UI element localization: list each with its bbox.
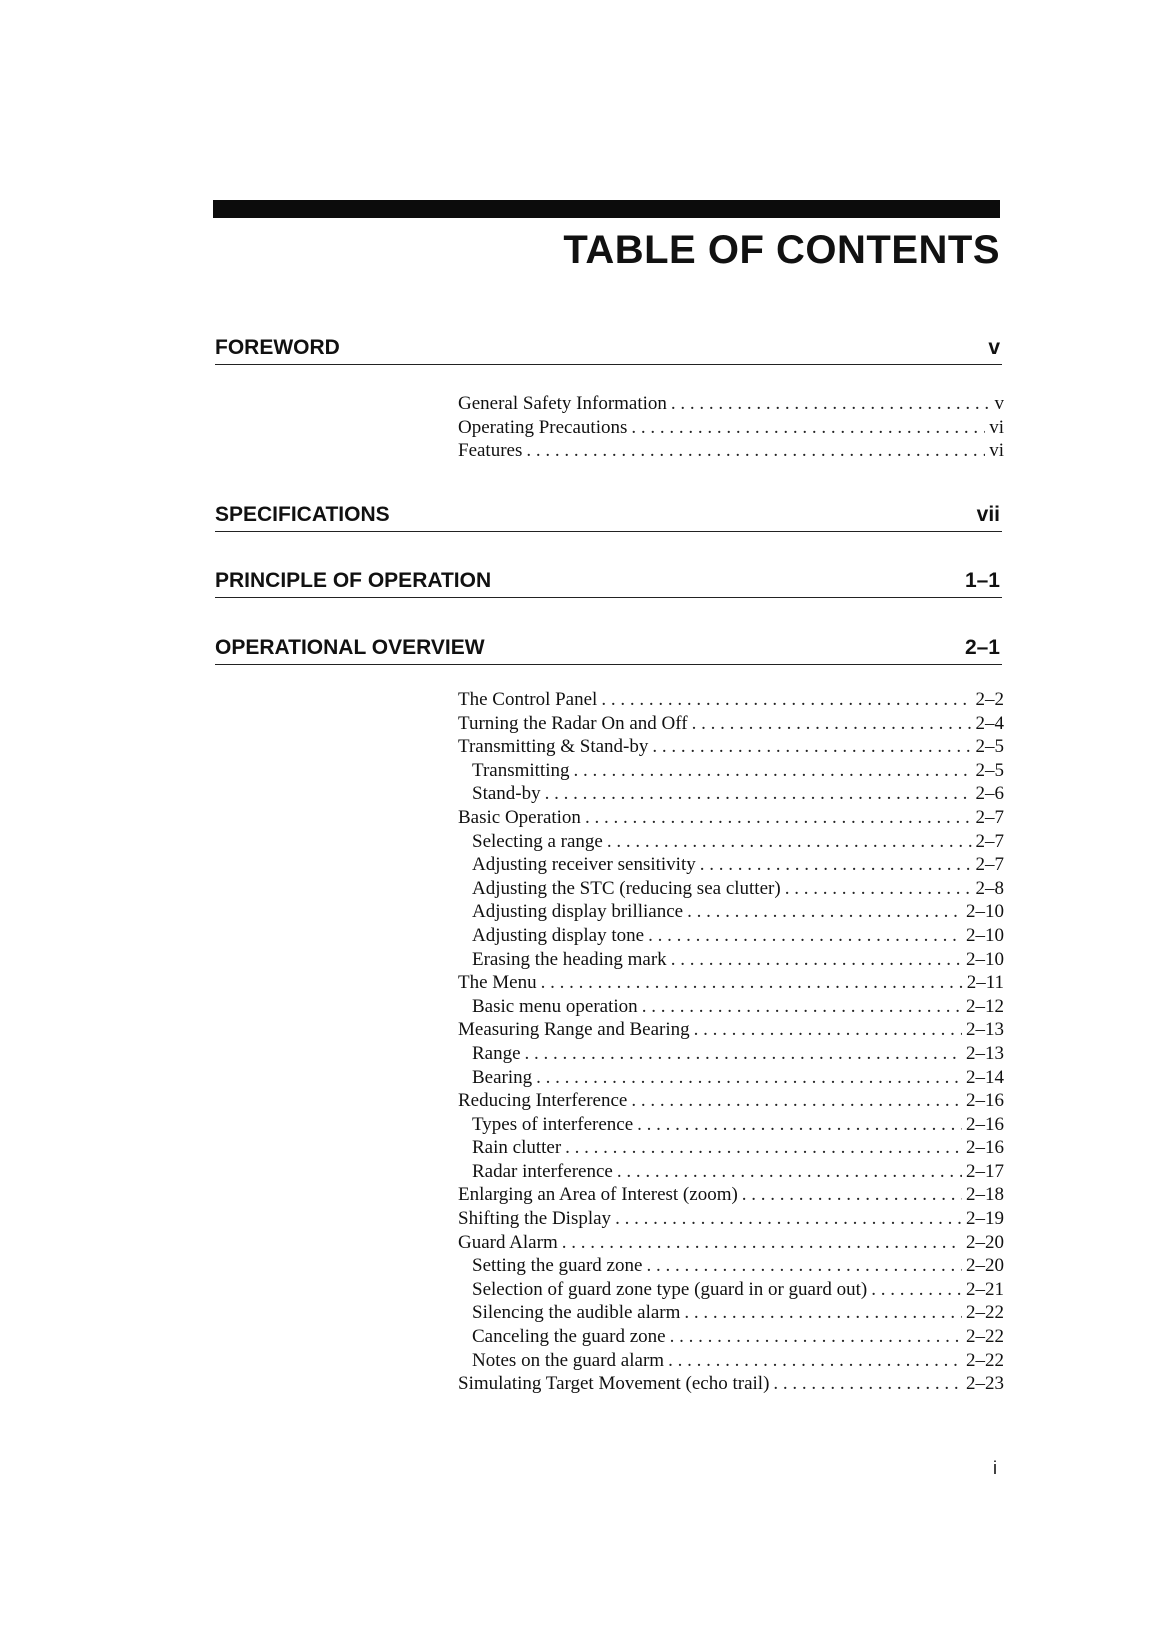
entry-label: The Control Panel [458, 689, 598, 710]
toc-entry[interactable] [458, 948, 1004, 972]
entry-page: 2–10 [966, 948, 1004, 970]
dot-leader [742, 1183, 962, 1207]
toc-entry[interactable] [458, 1136, 1004, 1160]
toc-entry[interactable] [458, 712, 1004, 736]
entry-page: 2–12 [966, 995, 1004, 1017]
toc-entry[interactable] [458, 1207, 1004, 1231]
entry-page: 2–8 [975, 877, 1004, 899]
dot-leader [607, 830, 972, 854]
entry-label: The Menu [458, 972, 537, 994]
toc-entry[interactable] [458, 735, 1004, 759]
entry-label: Enlarging an Area of Interest (zoom) [458, 1184, 738, 1206]
toc-entry[interactable] [458, 782, 1004, 806]
entry-label: Erasing the heading mark [472, 948, 667, 970]
dot-leader [615, 1207, 962, 1231]
entry-page: 2–16 [966, 1137, 1004, 1159]
section-heading-specifications[interactable] [215, 497, 1002, 532]
entry-page: 2–11 [966, 972, 1004, 994]
dot-leader [684, 1301, 962, 1325]
entry-page: 2–4 [975, 712, 1004, 734]
entry-label: Simulating Target Movement (echo trail) [458, 1373, 770, 1395]
entry-label: Adjusting display tone [472, 924, 645, 946]
entry-label: Radar interference [472, 1160, 613, 1182]
section-page: v [988, 336, 1000, 359]
dot-leader [562, 1231, 962, 1255]
entry-page: 2–18 [966, 1184, 1004, 1206]
entry-label: Selection of guard zone type (guard in or guard out) [472, 1278, 868, 1300]
dot-leader [668, 1349, 962, 1373]
entry-page: 2–16 [966, 1090, 1004, 1112]
dot-leader [631, 416, 985, 440]
entry-label: Rain clutter [472, 1137, 562, 1159]
entry-label: Guard Alarm [458, 1231, 558, 1253]
entry-page: v [994, 393, 1004, 414]
dot-leader [671, 392, 991, 416]
toc-entry[interactable] [458, 995, 1004, 1019]
section-title: PRINCIPLE OF OPERATION [215, 569, 492, 592]
entry-label: Turning the Radar On and Off [458, 712, 688, 734]
entry-label: Basic Operation [458, 806, 581, 828]
section-title: FOREWORD [215, 336, 340, 359]
operational-overview-entries [458, 688, 1004, 1396]
section-heading-operational-overview[interactable] [215, 630, 1002, 665]
toc-entry[interactable] [458, 1160, 1004, 1184]
dot-leader [773, 1372, 962, 1396]
entry-label: Types of interference [472, 1113, 634, 1135]
dot-leader [670, 1325, 962, 1349]
toc-entry[interactable] [458, 1278, 1004, 1302]
section-page: vii [976, 503, 1000, 526]
dot-leader [545, 782, 972, 806]
dot-leader [687, 900, 962, 924]
entry-page: 2–6 [975, 783, 1004, 805]
toc-entry[interactable] [458, 853, 1004, 877]
dot-leader [694, 1018, 962, 1042]
entry-page: 2–14 [966, 1066, 1004, 1088]
dot-leader [541, 971, 963, 995]
foreword-entries [458, 392, 1004, 463]
entry-page: 2–22 [966, 1349, 1004, 1371]
entry-page: 2–19 [966, 1208, 1004, 1230]
entry-label: Adjusting display brilliance [472, 901, 684, 923]
entry-page: 2–22 [966, 1302, 1004, 1324]
entry-page: 2–2 [975, 689, 1004, 710]
toc-entry[interactable] [458, 877, 1004, 901]
toc-entry[interactable] [458, 1066, 1004, 1090]
entry-label: Selecting a range [472, 830, 603, 852]
section-page: 2–1 [964, 636, 1000, 659]
toc-entry[interactable] [458, 1325, 1004, 1349]
toc-entry[interactable] [458, 1089, 1004, 1113]
entry-label: Adjusting receiver sensitivity [472, 854, 696, 876]
entry-page: 2–22 [966, 1326, 1004, 1348]
toc-entry[interactable] [458, 971, 1004, 995]
toc-entry[interactable] [458, 439, 1004, 463]
dot-leader [585, 806, 972, 830]
dot-leader [871, 1278, 962, 1302]
entry-label: Setting the guard zone [472, 1255, 643, 1277]
entry-label: Reducing Interference [458, 1090, 628, 1112]
page-title: TABLE OF CONTENTS [563, 228, 1000, 272]
dot-leader [646, 1254, 962, 1278]
toc-entry[interactable] [458, 806, 1004, 830]
entry-label: Operating Precautions [458, 416, 628, 438]
toc-entry[interactable] [458, 688, 1004, 712]
entry-label: Stand-by [472, 783, 541, 805]
toc-entry[interactable] [458, 1042, 1004, 1066]
dot-leader [785, 877, 972, 901]
dot-leader [637, 1113, 962, 1137]
entry-label: General Safety Information [458, 393, 667, 414]
toc-entry[interactable] [458, 830, 1004, 854]
toc-entry[interactable] [458, 1231, 1004, 1255]
dot-leader [565, 1136, 962, 1160]
entry-page: vi [989, 416, 1004, 438]
entry-label: Adjusting the STC (reducing sea clutter) [472, 877, 781, 899]
toc-entry[interactable] [458, 1254, 1004, 1278]
entry-page: 2–20 [966, 1231, 1004, 1253]
entry-label: Notes on the guard alarm [472, 1349, 665, 1371]
section-page: 1–1 [964, 569, 1000, 592]
toc-entry[interactable] [458, 1372, 1004, 1396]
dot-leader [601, 688, 971, 712]
dot-leader [642, 995, 962, 1019]
dot-leader [525, 1042, 962, 1066]
entry-label: Bearing [472, 1066, 533, 1088]
section-heading-principle-of-operation[interactable] [215, 563, 1002, 598]
toc-entry[interactable] [458, 1183, 1004, 1207]
entry-page: 2–10 [966, 901, 1004, 923]
dot-leader [536, 1066, 962, 1090]
entry-page: 2–17 [966, 1160, 1004, 1182]
toc-entry[interactable] [458, 759, 1004, 783]
entry-page: 2–20 [966, 1255, 1004, 1277]
entry-page: 2–23 [966, 1373, 1004, 1395]
dot-leader [648, 924, 962, 948]
entry-label: Shifting the Display [458, 1208, 612, 1230]
entry-page: 2–7 [975, 806, 1004, 828]
entry-label: Basic menu operation [472, 995, 638, 1017]
dot-leader [692, 712, 972, 736]
entry-page: 2–7 [975, 854, 1004, 876]
toc-entry[interactable] [458, 1349, 1004, 1373]
entry-page: 2–21 [966, 1278, 1004, 1300]
section-heading-foreword[interactable] [215, 330, 1002, 365]
entry-page: 2–5 [975, 736, 1004, 758]
entry-label: Measuring Range and Bearing [458, 1019, 690, 1041]
title-rule [213, 200, 1000, 218]
entry-page: 2–10 [966, 924, 1004, 946]
toc-entry[interactable] [458, 1113, 1004, 1137]
entry-page: 2–5 [975, 759, 1004, 781]
entry-label: Range [472, 1042, 521, 1064]
toc-entry[interactable] [458, 900, 1004, 924]
entry-page: 2–13 [966, 1019, 1004, 1041]
toc-entry[interactable] [458, 392, 1004, 416]
entry-page: 2–7 [975, 830, 1004, 852]
entry-page: vi [989, 440, 1004, 462]
dot-leader [652, 735, 971, 759]
toc-entry[interactable] [458, 1301, 1004, 1325]
dot-leader [526, 439, 985, 463]
page-number: i [993, 1458, 997, 1478]
dot-leader [631, 1089, 962, 1113]
entry-label: Features [458, 440, 523, 462]
toc-entry[interactable] [458, 924, 1004, 948]
dot-leader [700, 853, 972, 877]
entry-label: Silencing the audible alarm [472, 1302, 681, 1324]
entry-label: Transmitting & Stand-by [458, 736, 649, 758]
dot-leader [617, 1160, 962, 1184]
dot-leader [671, 948, 962, 972]
toc-entry[interactable] [458, 1018, 1004, 1042]
entry-label: Canceling the guard zone [472, 1326, 666, 1348]
entry-page: 2–13 [966, 1042, 1004, 1064]
section-title: OPERATIONAL OVERVIEW [215, 636, 485, 659]
section-title: SPECIFICATIONS [215, 503, 390, 526]
entry-page: 2–16 [966, 1113, 1004, 1135]
dot-leader [574, 759, 972, 783]
entry-label: Transmitting [472, 759, 570, 781]
toc-entry[interactable] [458, 416, 1004, 440]
